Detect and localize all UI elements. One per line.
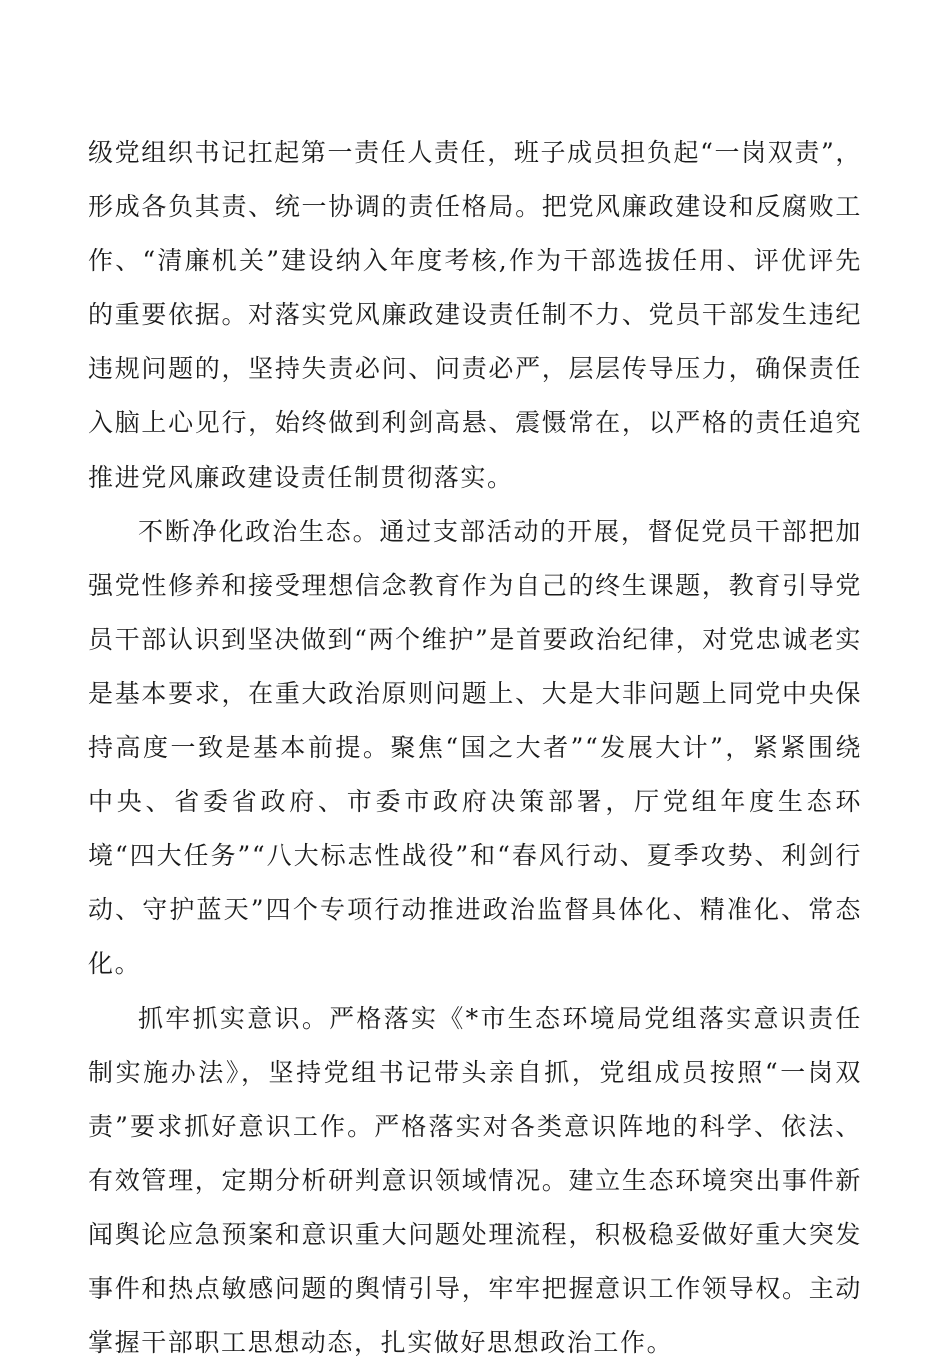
paragraph-awareness: 抓牢抓实意识。严格落实《*市生态环境局党组落实意识责任制实施办法》，坚持党组书记带头亲自抓，党组成员按照“一岗双责”要求抓好意识工作。严格落实对各类意识阵地的科学、依法、有效管理，定期分析研判意识领域情况。建立生态环境突出事件新闻舆论应急预案和意识重大问题处理流程，积极稳妥做好重大突发事件和热点敏感问题的舆情引导，牢牢把握意识工作领导权。主动掌握干部职工思想动态，扎实做好思想政治工作。 <box>88 992 862 1370</box>
paragraph-political-ecology: 不断净化政治生态。通过支部活动的开展，督促党员干部把加强党性修养和接受理想信念教育作为自己的终生课题，教育引导党员干部认识到坚决做到“两个维护”是首要政治纪律，对党忠诚老实是基本要求，在重大政治原则问题上、大是大非问题上同党中央保持高度一致是基本前提。聚焦“国之大者”“发展大计”，紧紧围绕中央、省委省政府、市委市政府决策部署，厅党组年度生态环境“四大任务”“八大标志性战役”和“春风行动、夏季攻势、利剑行动、守护蓝天”四个专项行动推进政治监督具体化、精准化、常态化。 <box>88 505 862 992</box>
paragraph-responsibility: 级党组织书记扛起第一责任人责任，班子成员担负起“一岗双责”，形成各负其责、统一协调的责任格局。把党风廉政建设和反腐败工作、“清廉机关”建设纳入年度考核,作为干部选拔任用、评优评先的重要依据。对落实党风廉政建设责任制不力、党员干部发生违纪违规问题的，坚持失责必问、问责必严，层层传导压力，确保责任入脑上心见行，始终做到利剑高悬、震慑常在，以严格的责任追究推进党风廉政建设责任制贯彻落实。 <box>88 126 862 505</box>
document-body <box>88 126 862 1370</box>
